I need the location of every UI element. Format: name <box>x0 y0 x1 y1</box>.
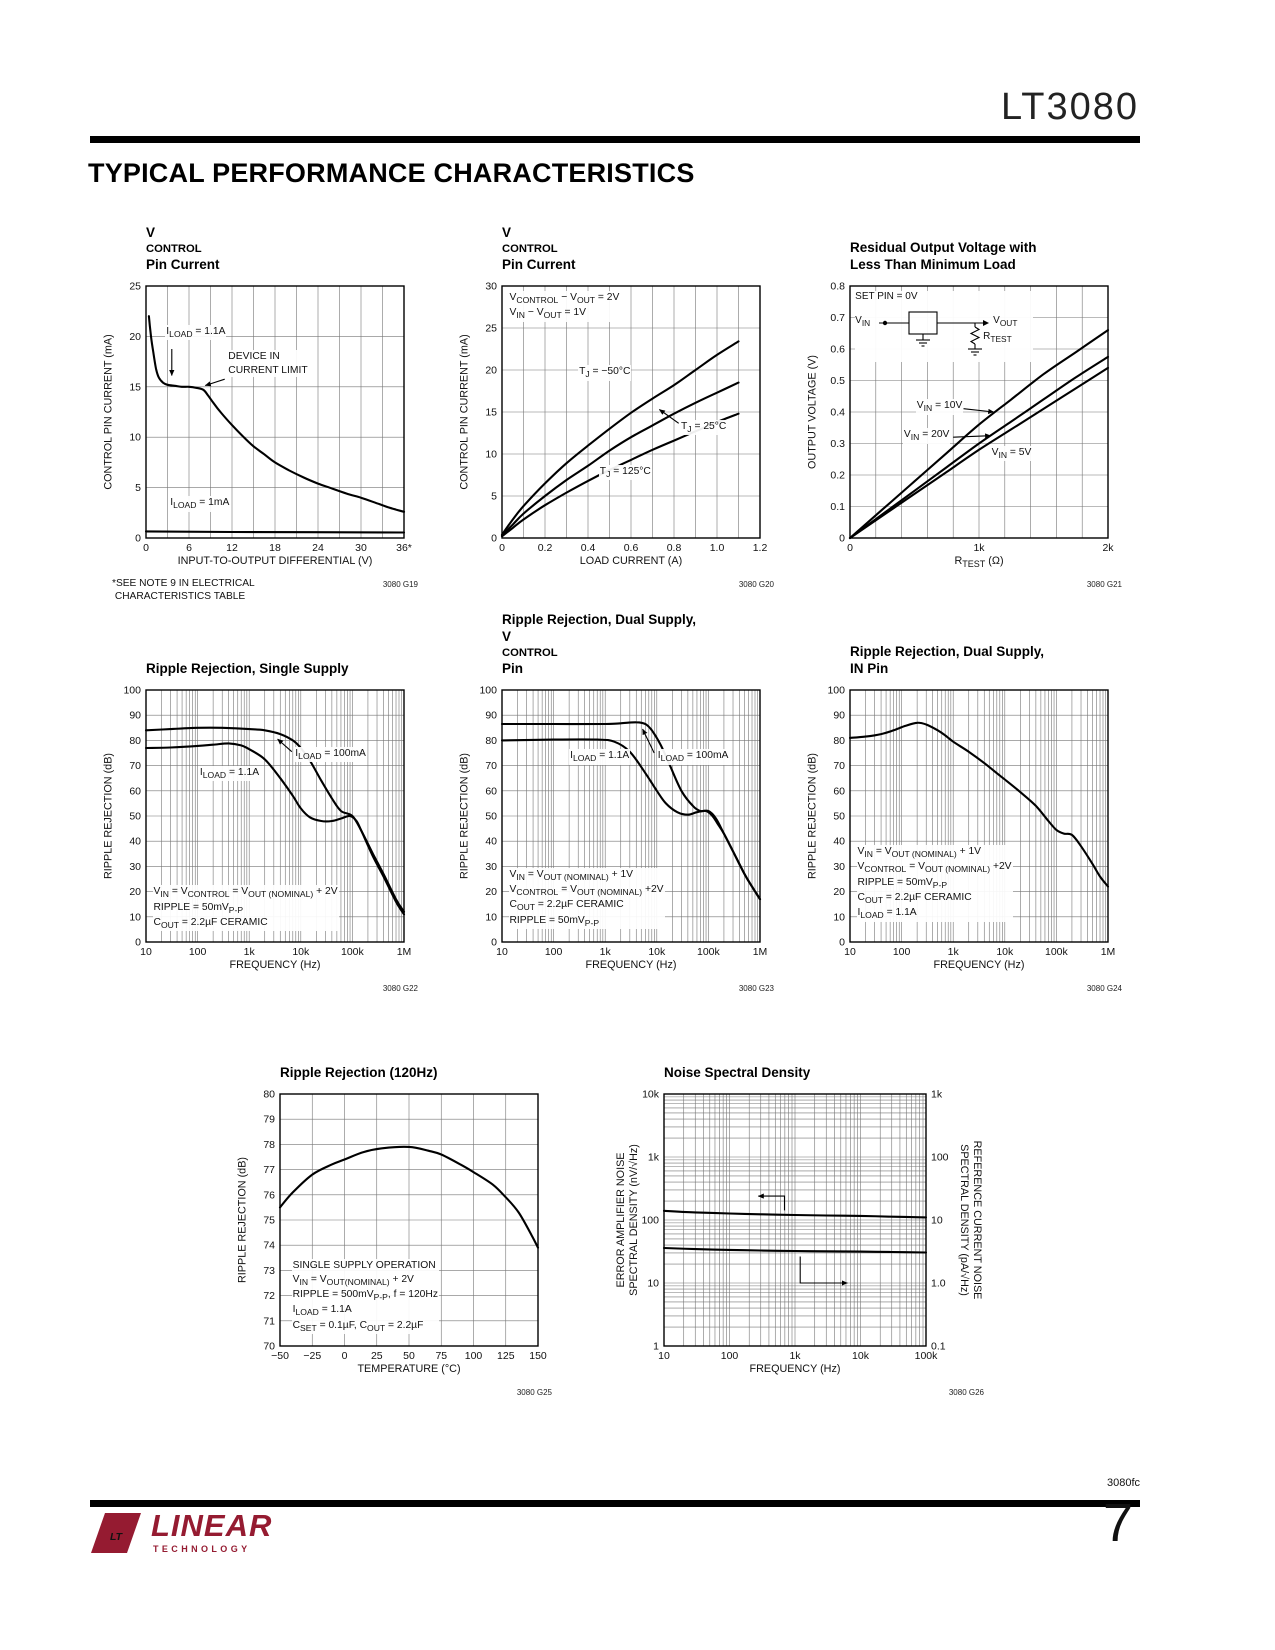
inset-vout-label: $V_{OUT}$ <box>993 314 1018 328</box>
y-tick-label: 10 <box>485 448 497 461</box>
x-tick-label: 50 <box>403 1350 415 1362</box>
y-tick-label: 0 <box>135 532 141 545</box>
annotation-arrow <box>800 1257 847 1284</box>
x-axis-label: FREQUENCY (Hz) <box>229 959 321 971</box>
y-tick-label: 90 <box>129 709 141 722</box>
chart-annotation: $V_{IN} = V_{OUT (NOMINAL)} + 1V$ $V_{CONTROL} = V_{OUT (NOMINAL)} +2V$ RIPPLE = $50mV_{P-P}$ $C_{OUT} = 2.2\mu F$ CERAMIC $I_{LOAD} = 1.1A$ <box>857 846 1012 921</box>
y2-tick-label: 1.0 <box>931 1277 946 1290</box>
chart-footrow <box>452 572 776 589</box>
y-tick-label: 80 <box>833 734 845 747</box>
chart-id: 3080 G25 <box>516 1388 552 1397</box>
section-title: TYPICAL PERFORMANCE CHARACTERISTICS <box>88 158 695 188</box>
y-tick-label: 30 <box>129 860 141 873</box>
plot-vcontrol-pin-current-vs-differential <box>96 278 420 572</box>
x-axis-label: LOAD CURRENT (A) <box>579 555 683 567</box>
x-tick-label: 2k <box>1102 542 1114 554</box>
plot-ripple-rejection-120hz <box>230 1086 554 1380</box>
y-tick-label: 70 <box>833 760 845 773</box>
min-load-test-circuit <box>855 291 1033 362</box>
chart-title: Residual Output Voltage with Less Than Minimum Load <box>850 239 1037 273</box>
x-tick-label: 0 <box>143 542 149 554</box>
y2-tick-label: 100 <box>931 1151 949 1164</box>
x-tick-label: 100 <box>464 1350 483 1362</box>
y-tick-label: 70 <box>263 1340 275 1353</box>
y-tick-label: 0.5 <box>830 375 845 387</box>
x-tick-label: 10 <box>844 946 856 958</box>
x-tick-label: 1M <box>396 946 412 958</box>
chart-annotation: SINGLE SUPPLY OPERATION $V_{IN} = V_{OUT(NOMINAL)} + 2V$ RIPPLE = $500mV_{P-P}$, f = 120Hz $I_{LOAD} = 1.1A$ $C_{SET} = 0.1\mu F$, $C_{OUT} = 2.2\mu F$ <box>292 1260 438 1333</box>
chart-annotation: $V_{IN} = V_{CONTROL} = V_{OUT (NOMINAL)} + 2V$ RIPPLE = $50mV_{P-P}$ $C_{OUT} = 2.2\mu F$ CERAMIC <box>153 886 338 931</box>
y-tick-label: 74 <box>263 1239 275 1252</box>
series-tj-25c <box>502 383 739 536</box>
chart-ripple-rejection-120hz <box>230 1086 554 1380</box>
y-tick-label: 30 <box>485 280 497 293</box>
chart-id: 3080 G19 <box>382 580 418 589</box>
y-tick-label: 0 <box>491 532 497 545</box>
lt-logo-mark-text: LT <box>109 1531 123 1543</box>
y-tick-label: 50 <box>485 810 497 823</box>
y2-tick-label: 0.1 <box>931 1340 946 1353</box>
x-tick-label: 10 <box>496 946 508 958</box>
y-tick-label: 0.6 <box>830 343 845 356</box>
y-tick-label: 80 <box>263 1088 275 1101</box>
chart-slot-ripple-rejection-dual-supply-vcontrol <box>452 611 776 993</box>
y-tick-label: 10 <box>647 1277 659 1290</box>
x-tick-label: 36* <box>396 542 412 554</box>
chart-vcontrol-pin-current-vs-load <box>452 278 776 572</box>
annotation-arrow <box>953 436 990 438</box>
y-tick-label: 0 <box>839 936 845 949</box>
y-tick-label: 10k <box>642 1088 659 1101</box>
x-tick-label: 1k <box>973 542 985 554</box>
chart-slot-ripple-rejection-dual-supply-in <box>800 636 1124 993</box>
footer-rule <box>90 1500 1140 1507</box>
chart-footrow <box>96 976 420 993</box>
x-tick-label: 100 <box>544 946 563 958</box>
y-tick-label: 20 <box>129 886 141 899</box>
chart-residual-output-voltage <box>800 278 1124 572</box>
x-tick-label: 1k <box>789 1350 801 1362</box>
y-tick-label: 100 <box>827 684 845 697</box>
x-tick-label: 100 <box>892 946 911 958</box>
y-tick-label: 0 <box>135 936 141 949</box>
chart-annotation: $T_J = -50^\circ C$ <box>579 366 631 380</box>
chart-noise-spectral-density <box>612 1086 986 1380</box>
x-tick-label: 0.2 <box>537 542 553 554</box>
y-tick-label: 5 <box>135 482 141 495</box>
y-tick-label: 0.2 <box>830 469 845 482</box>
chart-slot-ripple-rejection-single-supply <box>96 636 420 993</box>
y-tick-label: 0.3 <box>830 438 845 450</box>
x-tick-label: −50 <box>271 1350 289 1362</box>
y2-tick-label: 10 <box>931 1214 943 1227</box>
y-tick-label: 15 <box>129 381 141 394</box>
y-tick-label: 40 <box>129 835 141 848</box>
chart-title: V CONTROL Pin Current <box>146 225 220 273</box>
x-tick-label: 0 <box>341 1350 348 1362</box>
x-axis-label: FREQUENCY (Hz) <box>933 959 1025 971</box>
y-tick-label: 10 <box>485 911 497 924</box>
y-tick-label: 100 <box>641 1214 659 1227</box>
plot-ripple-rejection-dual-supply-in <box>800 682 1124 976</box>
x-tick-label: 100 <box>188 946 207 958</box>
logo-subtext: TECHNOLOGY <box>153 1544 251 1554</box>
x-tick-label: 10k <box>292 946 310 958</box>
y-axis-label: RIPPLE REJECTION (dB) <box>806 753 819 879</box>
doc-code: 3080fc <box>1106 1477 1140 1489</box>
y-axis-label: CONTROL PIN CURRENT (mA) <box>458 334 471 490</box>
inset-rtest-label: $R_{TEST}$ <box>983 330 1012 344</box>
chart-annotation: $V_{IN} = 10V$ <box>916 400 963 414</box>
inset-vin-label: $V_{IN}$ <box>855 314 871 328</box>
y-tick-label: 40 <box>833 835 845 848</box>
y-tick-label: 79 <box>263 1113 275 1126</box>
x-tick-label: 100k <box>697 946 720 958</box>
chart-title: Ripple Rejection, Single Supply <box>146 661 349 677</box>
chart-title: Ripple Rejection, Dual Supply, V CONTROL Pin <box>502 611 697 677</box>
y-tick-label: 20 <box>485 364 497 377</box>
y-tick-label: 70 <box>485 760 497 773</box>
y-tick-label: 90 <box>485 709 497 722</box>
chart-annotation: $V_{IN} = 20V$ <box>903 429 950 443</box>
chart-id: 3080 G20 <box>738 580 774 589</box>
chart-annotation: $I_{LOAD} = 100mA$ <box>295 747 366 761</box>
chart-title: Ripple Rejection, Dual Supply, IN Pin <box>850 643 1045 677</box>
y-tick-label: 60 <box>833 785 845 798</box>
x-tick-label: 0.8 <box>666 542 682 554</box>
x-tick-label: 0 <box>847 542 853 554</box>
x-tick-label: 0.4 <box>580 542 596 554</box>
chart-slot-vcontrol-pin-current-vs-differential <box>96 225 420 604</box>
y-tick-label: 1k <box>647 1151 659 1164</box>
chart-footrow <box>96 572 420 604</box>
y-tick-label: 25 <box>485 322 497 335</box>
y-tick-label: 0 <box>839 532 845 545</box>
y-tick-label: 15 <box>485 406 497 419</box>
y-tick-label: 0.8 <box>830 280 845 293</box>
header-rule <box>90 136 1140 143</box>
y-tick-label: 1 <box>653 1340 659 1353</box>
y-axis-label: OUTPUT VOLTAGE (V) <box>806 355 819 469</box>
x-tick-label: 100 <box>720 1350 739 1362</box>
y-tick-label: 100 <box>123 684 141 697</box>
x-tick-label: 1M <box>1100 946 1116 958</box>
y-tick-label: 60 <box>129 785 141 798</box>
chart-slot-residual-output-voltage <box>800 232 1124 589</box>
chart-footrow <box>800 976 1124 993</box>
chart-slot-vcontrol-pin-current-vs-load <box>452 225 776 589</box>
y-tick-label: 75 <box>263 1214 275 1227</box>
circuit-drawing <box>855 304 1033 362</box>
grid-lines <box>664 1094 926 1346</box>
x-tick-label: 25 <box>370 1350 383 1362</box>
chart-title: Ripple Rejection (120Hz) <box>280 1065 438 1081</box>
y-tick-label: 30 <box>485 860 497 873</box>
x-tick-label: 24 <box>312 542 324 554</box>
y-tick-label: 71 <box>263 1315 275 1328</box>
x-tick-label: 30 <box>355 542 367 554</box>
plot-noise-spectral-density <box>612 1086 986 1380</box>
y-tick-label: 30 <box>833 860 845 873</box>
chart-annotation: DEVICE IN CURRENT LIMIT <box>228 351 308 376</box>
chart-footrow <box>230 1380 554 1397</box>
x-axis-label: $R_{TEST}$ (Ω) <box>954 555 1004 570</box>
chart-annotation: $I_{LOAD} = 1.1A$ <box>166 326 226 340</box>
x-tick-label: 100k <box>914 1350 938 1362</box>
chart-ripple-rejection-dual-supply-vcontrol <box>452 682 776 976</box>
x-tick-label: 10 <box>658 1350 670 1362</box>
part-number: LT3080 <box>1000 86 1139 128</box>
chart-annotation: $I_{LOAD} = 1.1A$ <box>570 750 630 764</box>
chart-id: 3080 G21 <box>1086 580 1122 589</box>
linear-technology-logo <box>86 1510 272 1556</box>
y-tick-label: 25 <box>129 280 141 293</box>
y2-axis-label: REFERENCE CURRENT NOISE SPECTRAL DENSITY (pA/√Hz) <box>958 1140 983 1300</box>
y-tick-label: 73 <box>263 1264 275 1277</box>
y-tick-label: 10 <box>833 911 845 924</box>
x-tick-label: 6 <box>186 542 192 554</box>
x-tick-label: 10k <box>648 946 666 958</box>
chart-slot-noise-spectral-density <box>612 1040 986 1397</box>
y-tick-label: 10 <box>129 431 141 444</box>
y-tick-label: 0.1 <box>830 501 845 513</box>
chart-id: 3080 G22 <box>382 984 418 993</box>
y-tick-label: 0.7 <box>830 312 845 324</box>
x-axis-label: FREQUENCY (Hz) <box>749 1363 841 1375</box>
x-tick-label: 18 <box>269 542 281 554</box>
x-tick-label: 10k <box>996 946 1014 958</box>
y-tick-label: 50 <box>129 810 141 823</box>
y-tick-label: 5 <box>491 490 497 503</box>
annotation-arrow <box>205 379 224 385</box>
y-tick-label: 0 <box>491 936 497 949</box>
page-number: 7 <box>1102 1493 1133 1553</box>
x-tick-label: 1.2 <box>752 542 768 554</box>
chart-ripple-rejection-single-supply <box>96 682 420 976</box>
chart-annotation: $T_J = 125^\circ C$ <box>599 465 651 479</box>
y-tick-label: 78 <box>263 1138 275 1151</box>
x-axis-label: FREQUENCY (Hz) <box>585 959 677 971</box>
y-tick-label: 40 <box>485 835 497 848</box>
x-tick-label: 100k <box>1045 946 1068 958</box>
chart-annotation: $V_{IN} = 5V$ <box>991 447 1032 461</box>
y-tick-label: 50 <box>833 810 845 823</box>
x-tick-label: −25 <box>303 1350 322 1362</box>
chart-footrow <box>800 572 1124 589</box>
series-iload-1ma <box>146 531 404 532</box>
y-tick-label: 100 <box>479 684 497 697</box>
plot-ripple-rejection-single-supply <box>96 682 420 976</box>
chart-footrow <box>452 976 776 993</box>
x-tick-label: 1k <box>599 946 611 958</box>
chart-annotation: $I_{LOAD} = 100mA$ <box>657 750 729 764</box>
x-tick-label: 10k <box>852 1350 869 1362</box>
x-tick-label: 1k <box>947 946 959 958</box>
x-axis-label: TEMPERATURE (°C) <box>357 1363 461 1375</box>
y-axis-label: RIPPLE REJECTION (dB) <box>102 753 115 879</box>
y-tick-label: 76 <box>263 1189 275 1202</box>
annotation-arrow <box>964 409 994 412</box>
chart-id: 3080 G23 <box>738 984 774 993</box>
y-tick-label: 80 <box>485 734 497 747</box>
chart-annotation: $T_J = 25^\circ C$ <box>681 420 727 434</box>
x-tick-label: 125 <box>497 1350 515 1362</box>
y-axis-label: RIPPLE REJECTION (dB) <box>236 1157 249 1283</box>
annotation-arrow <box>278 739 292 752</box>
x-tick-label: 10 <box>140 946 152 958</box>
lt-logo-mark-icon <box>86 1510 144 1556</box>
y-tick-label: 60 <box>485 785 497 798</box>
x-tick-label: 1k <box>243 946 255 958</box>
chart-annotation: $I_{LOAD} = 1.1A$ <box>199 766 260 780</box>
chart-slot-ripple-rejection-120hz <box>230 1040 554 1397</box>
x-tick-label: 12 <box>226 542 238 554</box>
y-tick-label: 80 <box>129 734 141 747</box>
y-axis-label: RIPPLE REJECTION (dB) <box>458 753 471 879</box>
logo-wordmark: LINEAR <box>151 1508 273 1543</box>
y-tick-label: 70 <box>129 760 141 773</box>
chart-note: *SEE NOTE 9 IN ELECTRICAL CHARACTERISTICS TABLE <box>112 578 255 603</box>
chart-id: 3080 G26 <box>948 1388 984 1397</box>
y-tick-label: 77 <box>263 1164 275 1177</box>
y-tick-label: 72 <box>263 1290 275 1303</box>
chart-vcontrol-pin-current-vs-differential <box>96 278 420 572</box>
chart-id: 3080 G24 <box>1086 984 1122 993</box>
plot-ripple-rejection-dual-supply-vcontrol <box>452 682 776 976</box>
chart-annotation: $I_{LOAD} = 1mA$ <box>170 497 230 511</box>
y-tick-label: 10 <box>129 911 141 924</box>
x-axis-label: INPUT-TO-OUTPUT DIFFERENTIAL (V) <box>177 555 373 567</box>
x-tick-label: 1M <box>752 946 768 958</box>
plot-vcontrol-pin-current-vs-load <box>452 278 776 572</box>
x-tick-label: 1.0 <box>709 542 725 554</box>
y-tick-label: 20 <box>485 886 497 899</box>
chart-ripple-rejection-dual-supply-in <box>800 682 1124 976</box>
x-tick-label: 150 <box>529 1350 547 1362</box>
x-tick-label: 0.6 <box>623 542 639 554</box>
y-tick-label: 20 <box>833 886 845 899</box>
y2-tick-label: 1k <box>931 1088 943 1101</box>
chart-title: V CONTROL Pin Current <box>502 225 576 273</box>
y-tick-label: 20 <box>129 330 141 343</box>
x-tick-label: 100k <box>341 946 364 958</box>
chart-annotation: $V_{IN} = V_{OUT (NOMINAL)} + 1V$ $V_{CONTROL} = V_{OUT (NOMINAL)} +2V$ $C_{OUT} = 2.2\mu F$ CERAMIC RIPPLE = $50mV_{P-P}$ <box>509 868 664 928</box>
chart-annotation: $V_{CONTROL} - V_{OUT} = 2V$ $V_{IN} - V_{OUT} = 1V$ <box>509 292 620 321</box>
y-axis-label: ERROR AMPLIFIER NOISE SPECTRAL DENSITY (nV/√Hz) <box>615 1144 640 1296</box>
y-axis-label: CONTROL PIN CURRENT (mA) <box>102 334 115 490</box>
x-tick-label: 75 <box>435 1350 448 1362</box>
x-tick-label: 0 <box>499 542 505 554</box>
chart-title: Noise Spectral Density <box>664 1065 811 1081</box>
inset-set-pin-label: SET PIN = 0V <box>855 291 918 303</box>
y-tick-label: 90 <box>833 709 845 722</box>
series-iload-1-1a <box>149 316 404 512</box>
chart-footrow <box>612 1380 986 1397</box>
y-tick-label: 0.4 <box>830 406 845 419</box>
